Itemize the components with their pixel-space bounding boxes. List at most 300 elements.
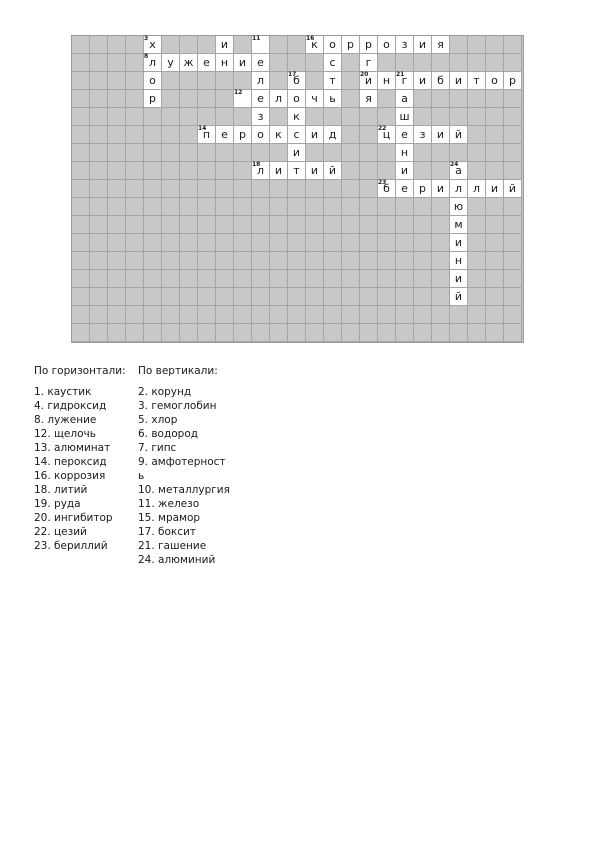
crossword-cell[interactable] — [270, 162, 288, 180]
blank-cell — [90, 72, 108, 90]
crossword-cell[interactable] — [252, 108, 270, 126]
clue-item: 3. гемоглобин — [138, 400, 217, 412]
blank-cell — [198, 180, 216, 198]
blank-cell — [414, 306, 432, 324]
cell-letter: р — [419, 182, 426, 195]
crossword-cell[interactable] — [396, 36, 414, 54]
crossword-cell[interactable] — [468, 72, 486, 90]
crossword-cell[interactable] — [432, 72, 450, 90]
cell-letter: ь — [329, 92, 336, 105]
cell-letter: р — [239, 128, 246, 141]
blank-cell — [270, 54, 288, 72]
blank-cell — [414, 216, 432, 234]
crossword-cell[interactable] — [180, 54, 198, 72]
cell-letter: ч — [311, 92, 318, 105]
blank-cell — [378, 90, 396, 108]
blank-cell — [270, 72, 288, 90]
crossword-cell[interactable] — [360, 90, 378, 108]
clue-number: 18 — [252, 161, 261, 168]
cell-letter: ж — [183, 56, 194, 69]
crossword-cell[interactable] — [378, 72, 396, 90]
crossword-cell[interactable] — [396, 108, 414, 126]
crossword-cell[interactable] — [234, 90, 252, 108]
crossword-cell[interactable] — [252, 36, 270, 54]
blank-cell — [252, 198, 270, 216]
crossword-cell[interactable] — [324, 90, 342, 108]
blank-cell — [270, 288, 288, 306]
blank-cell — [342, 144, 360, 162]
crossword-cell[interactable] — [504, 72, 522, 90]
blank-cell — [252, 306, 270, 324]
crossword-cell[interactable] — [360, 36, 378, 54]
clue-number: 23 — [378, 179, 387, 186]
blank-cell — [252, 234, 270, 252]
blank-cell — [180, 162, 198, 180]
clue-number: 16 — [306, 35, 315, 42]
crossword-cell[interactable] — [450, 126, 468, 144]
blank-cell — [252, 270, 270, 288]
crossword-cell[interactable] — [324, 36, 342, 54]
cell-letter: н — [454, 254, 463, 267]
blank-cell — [234, 270, 252, 288]
cell-letter: и — [310, 128, 319, 141]
crossword-cell[interactable] — [252, 162, 270, 180]
cell-letter: л — [274, 92, 283, 105]
blank-cell — [126, 270, 144, 288]
blank-cell — [162, 108, 180, 126]
crossword-cell[interactable] — [306, 126, 324, 144]
blank-cell — [126, 72, 144, 90]
blank-cell — [414, 234, 432, 252]
blank-cell — [72, 36, 90, 54]
blank-cell — [72, 54, 90, 72]
horizontal-clue-list — [34, 385, 134, 553]
crossword-cell[interactable] — [414, 126, 432, 144]
blank-cell — [414, 144, 432, 162]
crossword-cell[interactable] — [288, 162, 306, 180]
crossword-cell[interactable] — [252, 126, 270, 144]
blank-cell — [486, 162, 504, 180]
blank-cell — [90, 162, 108, 180]
cell-letter: и — [364, 74, 373, 87]
clue-number: 17 — [288, 71, 297, 78]
blank-cell — [270, 198, 288, 216]
blank-cell — [198, 306, 216, 324]
crossword-cell[interactable] — [504, 180, 522, 198]
blank-cell — [432, 144, 450, 162]
crossword-cell[interactable] — [378, 126, 396, 144]
blank-cell — [252, 144, 270, 162]
crossword-cell[interactable] — [252, 72, 270, 90]
blank-cell — [486, 288, 504, 306]
cell-letter: о — [257, 128, 264, 141]
blank-cell — [486, 270, 504, 288]
blank-cell — [432, 252, 450, 270]
blank-cell — [270, 36, 288, 54]
blank-cell — [486, 306, 504, 324]
crossword-cell[interactable] — [216, 126, 234, 144]
blank-cell — [504, 252, 522, 270]
crossword-cell[interactable] — [414, 180, 432, 198]
crossword-cell[interactable] — [360, 54, 378, 72]
blank-cell — [414, 54, 432, 72]
blank-cell — [234, 216, 252, 234]
crossword-cell[interactable] — [450, 162, 468, 180]
crossword-cell[interactable] — [306, 36, 324, 54]
cell-letter: б — [383, 182, 390, 195]
blank-cell — [468, 198, 486, 216]
clue-item: 2. корунд — [138, 386, 192, 398]
blank-cell — [198, 198, 216, 216]
blank-cell — [342, 126, 360, 144]
blank-cell — [378, 198, 396, 216]
blank-cell — [144, 252, 162, 270]
blank-cell — [360, 234, 378, 252]
blank-cell — [90, 324, 108, 342]
blank-cell — [306, 306, 324, 324]
blank-cell — [342, 90, 360, 108]
crossword-cell[interactable] — [378, 180, 396, 198]
cell-letter: й — [328, 164, 337, 177]
cell-letter: б — [437, 74, 444, 87]
clue-number: 3 — [144, 35, 149, 42]
blank-cell — [486, 216, 504, 234]
cell-letter: е — [203, 56, 210, 69]
cell-letter: р — [347, 38, 354, 51]
blank-cell — [72, 108, 90, 126]
blank-cell — [180, 180, 198, 198]
blank-cell — [324, 234, 342, 252]
blank-cell — [414, 288, 432, 306]
blank-cell — [162, 90, 180, 108]
cell-letter: с — [293, 128, 300, 141]
vertical-clues — [138, 364, 230, 567]
blank-cell — [432, 306, 450, 324]
blank-cell — [360, 306, 378, 324]
blank-cell — [108, 324, 126, 342]
crossword-cell[interactable] — [342, 36, 360, 54]
blank-cell — [306, 54, 324, 72]
blank-cell — [360, 252, 378, 270]
blank-cell — [288, 270, 306, 288]
crossword-cell[interactable] — [162, 54, 180, 72]
blank-cell — [234, 162, 252, 180]
crossword-cell[interactable] — [450, 180, 468, 198]
cell-letter: н — [382, 74, 391, 87]
blank-cell — [504, 162, 522, 180]
blank-cell — [144, 126, 162, 144]
cell-letter: о — [491, 74, 498, 87]
cell-letter: й — [508, 182, 517, 195]
crossword-cell[interactable] — [450, 198, 468, 216]
blank-cell — [342, 252, 360, 270]
crossword-cell[interactable] — [396, 90, 414, 108]
crossword-cell[interactable] — [216, 36, 234, 54]
blank-cell — [126, 162, 144, 180]
cell-letter: к — [311, 38, 318, 51]
blank-cell — [198, 324, 216, 342]
blank-cell — [414, 270, 432, 288]
blank-cell — [126, 198, 144, 216]
blank-cell — [270, 216, 288, 234]
blank-cell — [486, 126, 504, 144]
crossword-cell[interactable] — [216, 54, 234, 72]
crossword-cell[interactable] — [144, 90, 162, 108]
cell-letter: е — [221, 128, 228, 141]
blank-cell — [468, 270, 486, 288]
crossword-cell[interactable] — [396, 126, 414, 144]
blank-cell — [342, 234, 360, 252]
blank-cell — [378, 162, 396, 180]
blank-cell — [288, 216, 306, 234]
blank-cell — [270, 270, 288, 288]
blank-cell — [72, 324, 90, 342]
crossword-cell[interactable] — [468, 180, 486, 198]
crossword-cell[interactable] — [324, 162, 342, 180]
blank-cell — [90, 288, 108, 306]
blank-cell — [324, 306, 342, 324]
crossword-cell[interactable] — [198, 54, 216, 72]
crossword-cell[interactable] — [288, 90, 306, 108]
cell-letter: з — [401, 38, 408, 51]
cell-letter: р — [365, 38, 372, 51]
clue-item: 16. коррозия — [34, 470, 106, 482]
blank-cell — [72, 288, 90, 306]
cell-letter: е — [401, 182, 408, 195]
blank-cell — [180, 72, 198, 90]
blank-cell — [144, 198, 162, 216]
blank-cell — [162, 198, 180, 216]
blank-cell — [234, 306, 252, 324]
blank-cell — [324, 198, 342, 216]
blank-cell — [108, 306, 126, 324]
blank-cell — [234, 108, 252, 126]
cell-letter: б — [293, 74, 300, 87]
blank-cell — [468, 162, 486, 180]
cell-letter: х — [149, 38, 156, 51]
crossword-cell[interactable] — [396, 144, 414, 162]
cell-letter: и — [418, 38, 427, 51]
crossword-cell[interactable] — [306, 162, 324, 180]
cell-letter: м — [454, 218, 463, 231]
blank-cell — [180, 306, 198, 324]
cell-letter: л — [454, 182, 463, 195]
blank-cell — [90, 270, 108, 288]
blank-cell — [378, 108, 396, 126]
blank-cell — [198, 36, 216, 54]
cell-letter: и — [400, 164, 409, 177]
blank-cell — [396, 198, 414, 216]
crossword-cell[interactable] — [396, 162, 414, 180]
cell-letter: и — [490, 182, 499, 195]
crossword-cell[interactable] — [288, 108, 306, 126]
crossword-cell[interactable] — [396, 72, 414, 90]
blank-cell — [342, 288, 360, 306]
blank-cell — [306, 198, 324, 216]
cell-letter: л — [256, 74, 265, 87]
blank-cell — [72, 126, 90, 144]
crossword-cell[interactable] — [198, 126, 216, 144]
blank-cell — [90, 180, 108, 198]
crossword-cell[interactable] — [234, 54, 252, 72]
blank-cell — [342, 324, 360, 342]
blank-cell — [432, 234, 450, 252]
blank-cell — [108, 234, 126, 252]
clue-item: 10. металлургия — [138, 484, 230, 496]
crossword-cell[interactable] — [450, 252, 468, 270]
blank-cell — [216, 270, 234, 288]
crossword-cell[interactable] — [270, 126, 288, 144]
blank-cell — [126, 216, 144, 234]
crossword-cell[interactable] — [144, 72, 162, 90]
blank-cell — [468, 306, 486, 324]
cell-letter: р — [509, 74, 516, 87]
crossword-cell[interactable] — [288, 126, 306, 144]
crossword-cell[interactable] — [144, 36, 162, 54]
blank-cell — [468, 288, 486, 306]
clue-item: 13. алюминат — [34, 442, 111, 454]
blank-cell — [360, 288, 378, 306]
crossword-cell[interactable] — [450, 270, 468, 288]
cell-letter: и — [418, 74, 427, 87]
blank-cell — [504, 234, 522, 252]
crossword-cell[interactable] — [144, 54, 162, 72]
blank-cell — [414, 90, 432, 108]
crossword-cell[interactable] — [270, 90, 288, 108]
blank-cell — [288, 36, 306, 54]
cell-letter: г — [365, 56, 372, 69]
blank-cell — [306, 144, 324, 162]
blank-cell — [378, 288, 396, 306]
blank-cell — [108, 216, 126, 234]
blank-cell — [324, 108, 342, 126]
blank-cell — [234, 180, 252, 198]
crossword-cell[interactable] — [396, 180, 414, 198]
blank-cell — [162, 270, 180, 288]
clue-item: 15. мрамор — [138, 512, 201, 524]
vertical-clue-list — [138, 385, 230, 567]
clue-number: 21 — [396, 71, 405, 78]
cell-letter: л — [256, 164, 265, 177]
blank-cell — [108, 162, 126, 180]
crossword-cell[interactable] — [306, 90, 324, 108]
blank-cell — [486, 108, 504, 126]
blank-cell — [216, 108, 234, 126]
crossword-cell[interactable] — [432, 126, 450, 144]
crossword-cell[interactable] — [288, 72, 306, 90]
blank-cell — [342, 180, 360, 198]
blank-cell — [72, 180, 90, 198]
crossword-cell[interactable] — [288, 144, 306, 162]
crossword-cell[interactable] — [414, 36, 432, 54]
cell-letter: т — [473, 74, 480, 87]
blank-cell — [324, 252, 342, 270]
blank-cell — [468, 36, 486, 54]
blank-cell — [108, 144, 126, 162]
blank-cell — [126, 54, 144, 72]
crossword-cell[interactable] — [360, 72, 378, 90]
crossword-cell[interactable] — [324, 54, 342, 72]
cell-letter: о — [149, 74, 156, 87]
blank-cell — [180, 36, 198, 54]
horizontal-clues — [34, 364, 134, 553]
blank-cell — [252, 324, 270, 342]
blank-cell — [72, 72, 90, 90]
cell-letter: ш — [399, 110, 410, 123]
blank-cell — [162, 216, 180, 234]
blank-cell — [162, 162, 180, 180]
blank-cell — [216, 90, 234, 108]
blank-cell — [234, 288, 252, 306]
blank-cell — [396, 288, 414, 306]
crossword-cell[interactable] — [252, 90, 270, 108]
blank-cell — [90, 54, 108, 72]
crossword-cell[interactable] — [414, 72, 432, 90]
blank-cell — [432, 108, 450, 126]
blank-cell — [396, 270, 414, 288]
blank-cell — [180, 324, 198, 342]
blank-cell — [360, 324, 378, 342]
blank-cell — [378, 144, 396, 162]
crossword-cell[interactable] — [486, 180, 504, 198]
blank-cell — [396, 252, 414, 270]
cell-letter: и — [454, 272, 463, 285]
crossword-cell[interactable] — [450, 288, 468, 306]
crossword-cell[interactable] — [324, 126, 342, 144]
blank-cell — [360, 216, 378, 234]
crossword-cell[interactable] — [432, 180, 450, 198]
crossword-cell[interactable] — [450, 72, 468, 90]
blank-cell — [180, 252, 198, 270]
clue-item: 11. железо — [138, 498, 200, 510]
blank-cell — [180, 108, 198, 126]
blank-cell — [504, 144, 522, 162]
crossword-cell[interactable] — [432, 36, 450, 54]
cell-letter: л — [472, 182, 481, 195]
blank-cell — [486, 324, 504, 342]
blank-cell — [288, 306, 306, 324]
blank-cell — [378, 54, 396, 72]
crossword-cell[interactable] — [450, 234, 468, 252]
cell-letter: а — [455, 164, 462, 177]
blank-cell — [234, 72, 252, 90]
blank-cell — [450, 144, 468, 162]
blank-cell — [342, 72, 360, 90]
blank-cell — [396, 54, 414, 72]
crossword-cell[interactable] — [378, 36, 396, 54]
blank-cell — [288, 252, 306, 270]
cell-letter: к — [293, 110, 300, 123]
crossword-cell[interactable] — [486, 72, 504, 90]
crossword-cell[interactable] — [252, 54, 270, 72]
blank-cell — [414, 162, 432, 180]
cell-letter: о — [329, 38, 336, 51]
blank-cell — [216, 198, 234, 216]
blank-cell — [342, 306, 360, 324]
blank-cell — [72, 252, 90, 270]
blank-cell — [288, 180, 306, 198]
crossword-cell[interactable] — [450, 216, 468, 234]
crossword-cell[interactable] — [234, 126, 252, 144]
crossword-cell[interactable] — [324, 72, 342, 90]
clue-number: 22 — [378, 125, 387, 132]
blank-cell — [126, 306, 144, 324]
cell-letter: у — [167, 56, 174, 69]
blank-cell — [432, 54, 450, 72]
blank-cell — [504, 288, 522, 306]
blank-cell — [180, 270, 198, 288]
blank-cell — [108, 252, 126, 270]
